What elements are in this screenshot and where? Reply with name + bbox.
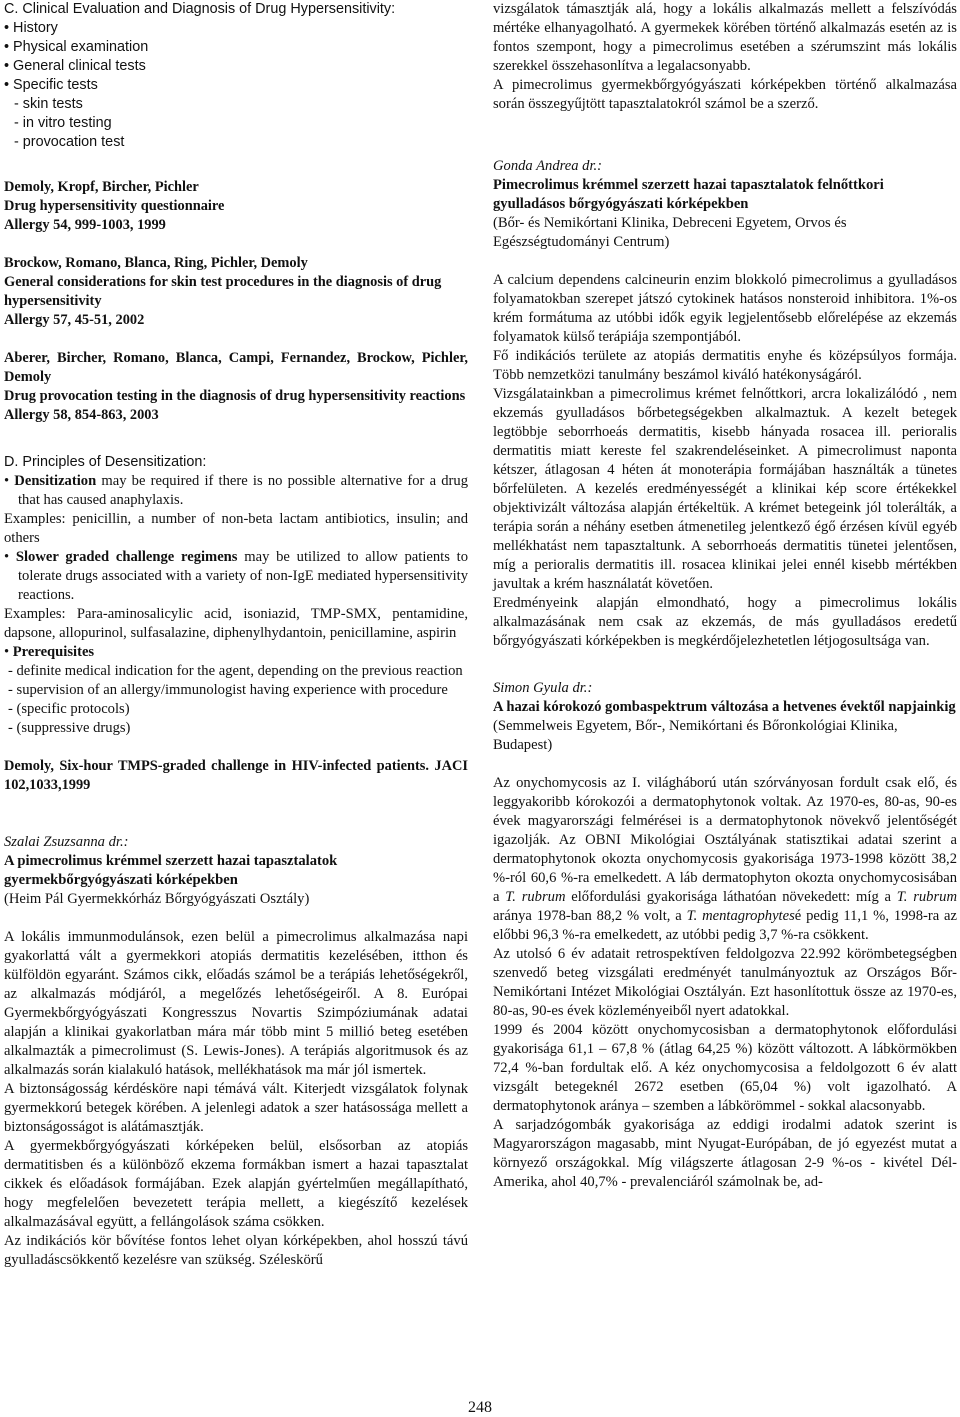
article-simon — [493, 679, 957, 1192]
section-c — [4, 0, 468, 152]
continued-paragraph: vizsgálatok támasztják alá, hogy a lokális alkalmazás mellett a felszívódás mértéke elhanyagolható. A gyermekek körében történő alkalmazás esetén az is fontos szempont, hogy a pimecrolimus esetében a szérumszint más lokális szerekkel összehasonlítva a legalacsonyabb. — [493, 1, 957, 74]
examples-1: Examples: penicillin, a number of non-beta lactam antibiotics, insulin; and others — [4, 511, 468, 546]
prereq-item: - (suppressive drugs) — [8, 720, 131, 736]
sub-item: - provocation test — [14, 134, 125, 150]
sub-item: - in vitro testing — [14, 115, 112, 131]
article-paragraph: A sarjadzógombák gyakorisága az eddigi irodalmi adatok szerint is Magyarországon magasabb, mint Nyugat-Európában, de jó egyezést mutat a környező országokkal. Míg világszerte átlagosan 2-9 %-os - kivétel Dél-Amerika, ahol 40,7% - prevalenciáról számolnak be, ad- — [493, 1117, 957, 1190]
article-paragraph: Az indikációs kör bővítése fontos lehet olyan kórképekben, ahol hosszú távú gyulladáscsökkentő kezelésre van szükség. Széleskörű — [4, 1233, 468, 1268]
article-title: A hazai kórokozó gombaspektrum változása a hetvenes évektől napjainkig — [493, 699, 956, 715]
bullet-item: • Specific tests — [4, 77, 98, 93]
ref-authors: Aberer, Bircher, Romano, Blanca, Campi, Fernandez, Brockow, Pichler, Demoly — [4, 350, 468, 385]
article-paragraph: A biztonságosság kérdésköre napi témává vált. Kiterjedt vizsgálatok folynak gyermekkorú betegek körében. A jelenlegi adatok a szer hatásossága mellett a biztonságosságot is alátámasztják. — [4, 1081, 468, 1135]
section-d-heading — [4, 453, 468, 472]
reference-3 — [4, 349, 468, 425]
article-affiliation: (Heim Pál Gyermekkórház Bőrgyógyászati Osztály) — [4, 891, 310, 907]
article-paragraph: Vizsgálatainkban a pimecrolimus krémet felnőttkori, arcra lokalizálódó , nem ekzemás gyulladásos bőrbetegségekben alkalmaztuk. A kezelt betegek legtöbbje seborrhoeás dermatitis, kisebb hányada rosacea ill. perioralis dermatitis miatt kereste fel szakrendeléseinket. A pimecrolimust naponta kétszer, átlagosan 4 héten át monoterápia formájában használták a tünetes bőrfelületen. A kezelés eredményességét a klinikai kép score értékekkel objektivizált változása alapján értékeltük. A krémet betegeink jól tolerálták, a terápia során a néhány esetben átmenetileg jelentkező égő érzésen kívül egyéb mellékhatást nem tapasztaltunk. A seborrhoeás dermatitis tünetei jelentősen, míg a perioralis dermatitis ill. rosacea klinikai jelei ennél kisebb mértékben javultak a krém használatát követően. — [493, 386, 957, 592]
article-paragraph: Eredményeink alapján elmondható, hogy a pimecrolimus lokális alkalmazásának nem csak az ekzemás, de más gyulladásos eredetű bőrgyógyászati kórképekben is megkérdőjelezhetetlen létjogosultsága van. — [493, 595, 957, 649]
ref-authors: Brockow, Romano, Blanca, Ring, Pichler, Demoly — [4, 255, 308, 271]
ref-source: Allergy 54, 999-1003, 1999 — [4, 217, 166, 233]
ref-authors: Demoly, Kropf, Bircher, Pichler — [4, 179, 199, 195]
article-paragraph: Fő indikációs területe az atopiás dermatitis enyhe és középsúlyos formája. Több nemzetközi tanulmány beszámol kiváló hatékonyságáról. — [493, 348, 957, 383]
bullet-item: • Physical examination — [4, 39, 149, 55]
article-author: Szalai Zsuzsanna dr.: — [4, 834, 129, 850]
section-d — [4, 472, 468, 738]
article-paragraph: A lokális immunmodulánsok, ezen belül a pimecrolimus alkalmazása napi gyakorlattá vált a gyermekkori atopiás dermatitis kezelésében, itthon és külföldön egyaránt. Számos cikk, előadás számol be a terápiás lehetőségekről, az alkalmazás módjáról, a megelőzés lehetőségeiről. A 8. Európai Gyermekbőrgyógyászati Kongresszus Novartis Szimpóziumának adatai alapján a klinikai gyakorlatban mára már több mint 5 millió beteg esetében alkalmazták a pimecrolimust (S. Lewis-Jones). A terápiás algoritmusok és az alkalmazás során kialakuló hatások, mellékhatások ma már jól ismertek. — [4, 929, 468, 1078]
bullet-prerequisites: • Prerequisites — [4, 644, 95, 660]
article-paragraph: 1999 és 2004 között onychomycosisban a dermatophytonok előfordulási gyakorisága 61,1 – 67,8 % (átlag 64,25 %) között változott. A lábkörmökben 72,4 %-ban fordultak elő. A kéz onychomycosisa a feldolgozott 6 év alatt vizsgált betegeknél 2672 esetben (65,04 %) volt igazolható. A dermatophytonok aránya – szemben a lábkörömmel - sokkal alacsonyabb. — [493, 1022, 957, 1114]
reference-1 — [4, 178, 468, 235]
article-paragraph: Az onychomycosis az I. világháború után szórványosan fordult csak elő, és leggyakoribb kórokozói a dermatophytonok voltak. Az 1970-es, 80-as, 90-es évek magyarországi felmérései is a dermatophytonok növekvő jelentőségét igazolják. Az OBNI Mikológiai Osztályának statisztikai adatai szerint a dermatophytonok okozta onychomycosis gyakorisága 1973-1998 között 38,2 %-ról 60,6 %-ra emelkedett. A láb dermatophyton okozta onychomycosisában a T. rubrum előfordulási gyakorisága láthatóan növekedett: míg a T. rubrum aránya 1978-ban 88,2 % volt, a T. mentagrophytesé pedig 11,1 %, 1998-ra az előbbi 96,3 %-ra emelkedett, az utóbbi pedig 3,7 %-ra csökkent. — [493, 775, 957, 943]
bullet-densitization: • Densitization may be required if there is no possible alternative for a drug that has caused anaphylaxis. — [4, 473, 468, 508]
page-number: 248 — [468, 1399, 492, 1416]
article-szalai — [4, 833, 468, 1270]
prereq-item: - (specific protocols) — [8, 701, 130, 717]
left-column — [4, 0, 468, 1270]
article-gonda — [493, 157, 957, 651]
ref-title: General considerations for skin test procedures in the diagnosis of drug hypersensitivity — [4, 274, 442, 309]
article-title: A pimecrolimus krémmel szerzett hazai tapasztalatok gyermekbőrgyógyászati kórképekben — [4, 853, 338, 888]
bullet-item: • General clinical tests — [4, 58, 146, 74]
bullet-slower-graded: • Slower graded challenge regimens may be utilized to allow patients to tolerate drugs associated with a variety of non-IgE mediated hypersensitivity reactions. — [4, 549, 468, 603]
ref-title: Drug provocation testing in the diagnosis of drug hypersensitivity reactions — [4, 388, 466, 404]
ref-title: Drug hypersensitivity questionnaire — [4, 198, 225, 214]
article-affiliation: (Bőr- és Nemikórtani Klinika, Debreceni Egyetem, Orvos és Egészségtudományi Centrum) — [493, 215, 847, 250]
right-column — [493, 0, 957, 1192]
prereq-item: - supervision of an allergy/immunologist having experience with procedure — [8, 682, 448, 698]
ref-source: Allergy 58, 854-863, 2003 — [4, 407, 159, 423]
reference-2 — [4, 254, 468, 330]
article-paragraph: A calcium dependens calcineurin enzim blokkoló pimecrolimus a gyulladásos folyamatokban szerepet játszó cytokinek hatásos nonsteroid inhibitora. 1%-os krém formátuma az utóbbi idők egyik legjelentősebb előrelépése az ekzemás folyamatok külső terápiája szempontjából. — [493, 272, 957, 345]
sub-item: - skin tests — [14, 96, 83, 112]
article-author: Simon Gyula dr.: — [493, 680, 593, 696]
article-paragraph: A gyermekbőrgyógyászati kórképeken belül, elsősorban az atopiás dermatitisben és a különböző ekzema formákban ismert a hazai tapasztalat cikkek és előadások formájában. Ezek alapján gyértelműen megállapítható, hogy megfelelően bevezetett terápia mellett, a kiegészítő kezelések alkalmazásával együtt, a fellángolások száma csökken. — [4, 1138, 468, 1230]
section-c-title: C. Clinical Evaluation and Diagnosis of Drug Hypersensitivity: — [4, 1, 396, 17]
section-d-title: D. Principles of Desensitization: — [4, 454, 207, 470]
prereq-item: - definite medical indication for the agent, depending on the previous reaction — [8, 663, 463, 679]
reference-4: Demoly, Six-hour TMPS-graded challenge in HIV-infected patients. JACI 102,1033,1999 — [4, 758, 468, 793]
article-affiliation: (Semmelweis Egyetem, Bőr-, Nemikórtani és Bőronkológiai Klinika, Budapest) — [493, 718, 898, 753]
article-title: Pimecrolimus krémmel szerzett hazai tapasztalatok felnőttkori gyulladásos bőrgyógyászati kórképekben — [493, 177, 884, 212]
continued-paragraph: A pimecrolimus gyermekbőrgyógyászati kórképekben történő alkalmazása során összegyűjtött tapasztalatokról számol be a szerző. — [493, 77, 957, 112]
article-paragraph: Az utolsó 6 év adatait retrospektíven feldolgozva 22.992 körömbetegségben szenvedő beteg vizsgálati eredményét tanulmányoztuk az Országos Bőr-Nemikórtani Intézet Mikológiai Osztályán. Ezt hasonlítottuk össze az 1970-es, 80-as, 90-es évek közleményeiből nyert adatokkal. — [493, 946, 957, 1019]
examples-2: Examples: Para-aminosalicylic acid, isoniazid, TMP-SMX, pentamidine, dapsone, allopurinol, sulfasalazine, diphenylhydantoin, penicillamine, aspirin — [4, 606, 468, 641]
article-author: Gonda Andrea dr.: — [493, 158, 603, 174]
ref-source: Allergy 57, 45-51, 2002 — [4, 312, 145, 328]
bullet-item: • History — [4, 20, 58, 36]
